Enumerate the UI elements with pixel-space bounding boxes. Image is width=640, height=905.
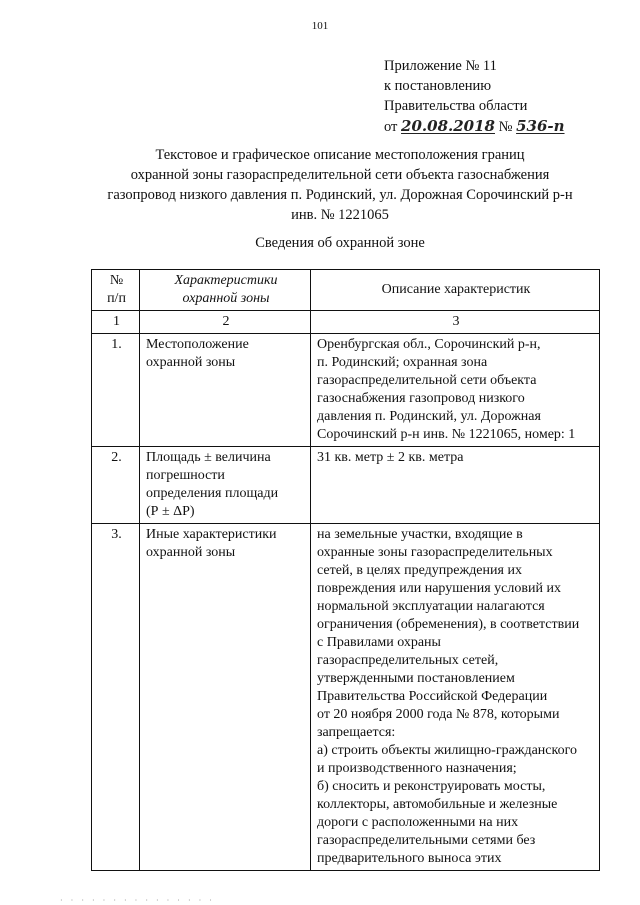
index-cell-3: 3 bbox=[311, 311, 600, 334]
table-row bbox=[92, 447, 600, 524]
row-description: 31 кв. метр ± 2 кв. метра bbox=[311, 447, 600, 524]
table-header-row bbox=[92, 270, 600, 311]
appendix-line-1: Приложение № 11 bbox=[384, 58, 497, 74]
title-line-4: инв. № 1221065 bbox=[291, 207, 389, 223]
number-prefix: № bbox=[498, 119, 513, 135]
row-description: Оренбургская обл., Сорочинский р-н, п. Родинский; охранная зона газораспределительной сети объекта газоснабжения газопровод низкого давления п. Родинский, ул. Дорожная Сорочинский р-н инв. № 1221065, номер: 1 bbox=[311, 334, 600, 447]
index-cell-1: 1 bbox=[92, 311, 140, 334]
title-line-2: охранной зоны газораспределительной сети объекта газоснабжения bbox=[130, 167, 550, 183]
appendix-line-3: Правительства области bbox=[384, 98, 528, 114]
index-cell-2: 2 bbox=[140, 311, 311, 334]
section-title: Сведения об охранной зоне bbox=[255, 235, 425, 251]
document-title bbox=[60, 145, 620, 225]
table-index-row bbox=[92, 311, 600, 334]
title-line-1: Текстовое и графическое описание местоположения границ bbox=[155, 147, 525, 163]
appendix-date-line bbox=[384, 116, 565, 137]
row-num: 2. bbox=[92, 447, 140, 524]
zone-table bbox=[91, 269, 600, 871]
row-characteristic: Площадь ± величина погрешности определения площади (Р ± ΔР) bbox=[140, 447, 311, 524]
row-num: 3. bbox=[92, 524, 140, 871]
header-num: № п/п bbox=[92, 270, 140, 311]
row-characteristic: Иные характеристики охранной зоны bbox=[140, 524, 311, 871]
row-num: 1. bbox=[92, 334, 140, 447]
appendix-block bbox=[384, 56, 565, 137]
table-row bbox=[92, 524, 600, 871]
table-row bbox=[92, 334, 600, 447]
appendix-line-2: к постановлению bbox=[384, 78, 492, 94]
handwritten-date: 20.08.2018 bbox=[401, 117, 495, 135]
page-number: 101 bbox=[311, 20, 329, 32]
scan-marks: · · · · · · · · · · · · · · · bbox=[60, 896, 215, 905]
header-characteristics: Характеристики охранной зоны bbox=[140, 270, 311, 311]
row-characteristic: Местоположение охранной зоны bbox=[140, 334, 311, 447]
row-description: на земельные участки, входящие в охранные зоны газораспределительных сетей, в целях предупреждения их повреждения или нарушения условий их нормальной эксплуатации налагаются ограничения (обременения), в соответствии с Правилами охраны газораспределительных сетей, утвержденными постановлением Правительства Российской Федерации от 20 ноября 2000 года № 878, которыми запрещается: а) строить объекты жилищно-гражданского и производственного назначения; б) сносить и реконструировать мосты, коллекторы, автомобильные и железные дороги с расположенными на них газораспределительными сетями без предварительного выноса этих bbox=[311, 524, 600, 871]
handwritten-number: 536-п bbox=[516, 117, 565, 135]
title-line-3: газопровод низкого давления п. Родинский, ул. Дорожная Сорочинский р-н bbox=[107, 187, 573, 203]
date-prefix: от bbox=[384, 119, 398, 135]
header-description: Описание характеристик bbox=[311, 270, 600, 311]
